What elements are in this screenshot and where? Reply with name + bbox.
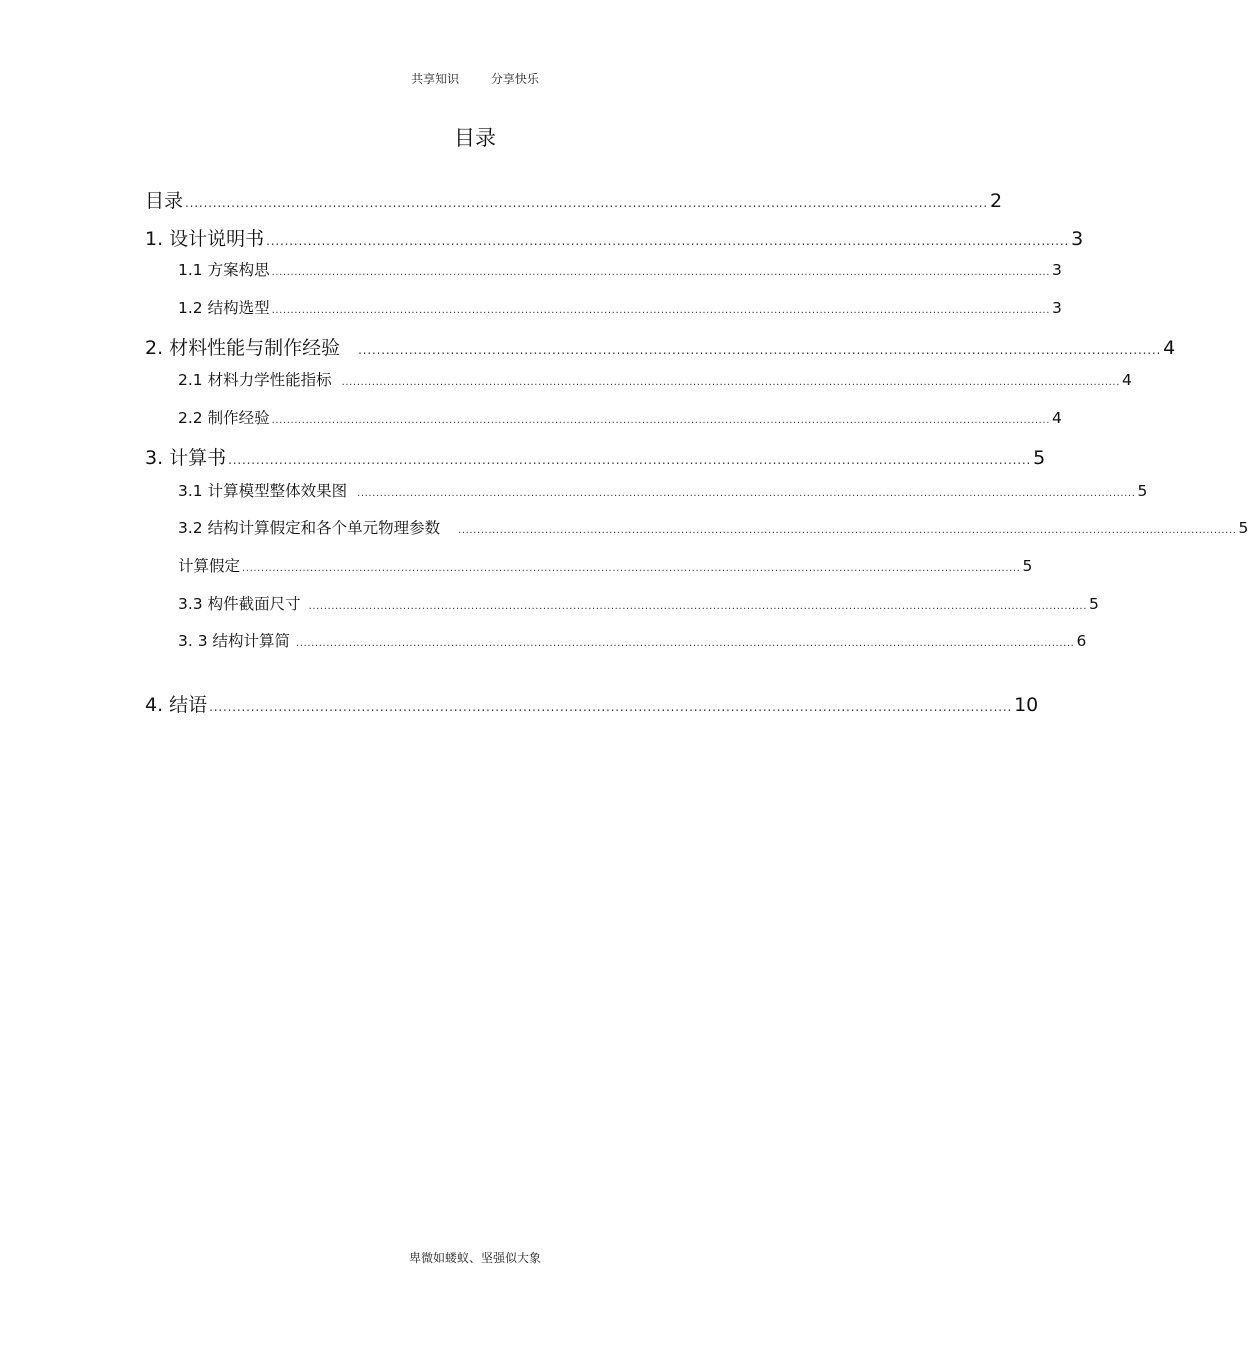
page-footer: 卑微如蝼蚁、坚强似大象 — [408, 1251, 541, 1265]
toc-entry-section-dimensions[interactable] — [178, 592, 1099, 614]
toc-page-number: 4 — [1052, 409, 1062, 427]
toc-entry-contents[interactable] — [145, 186, 1003, 213]
toc-page-number: 3 — [1052, 261, 1062, 279]
toc-page-number: 5 — [1089, 595, 1099, 613]
toc-label: 3. 计算书 — [145, 447, 227, 469]
toc-leader-dots: .............................................................................................................................................................................................................. — [271, 305, 1050, 316]
toc-entry-design-spec[interactable] — [145, 224, 1084, 251]
toc-label: 计算假定 — [178, 557, 241, 575]
toc-entry-materials[interactable] — [145, 333, 1176, 360]
toc-label: 3.2 结构计算假定和各个单元物理参数 — [178, 519, 441, 537]
toc-entry-scheme-concept[interactable] — [178, 258, 1062, 280]
toc-leader-dots: .............................................................................................................................................................................. — [228, 453, 1032, 467]
toc-entry-structure-selection[interactable] — [178, 296, 1062, 318]
toc-label: 2. 材料性能与制作经验 — [145, 337, 341, 359]
toc-leader-dots: .............................................................................................................................................................................. — [209, 700, 1013, 714]
toc-leader-dots: .............................................................................................................................................................................................................. — [271, 267, 1050, 278]
toc-leader-dots: .............................................................................................................................................................................................................. — [308, 601, 1087, 612]
toc-label: 目录 — [145, 190, 184, 212]
toc-page-number: 2 — [989, 190, 1003, 212]
toc-leader-dots: .............................................................................................................................................................................. — [185, 196, 988, 210]
toc-label: 1. 设计说明书 — [145, 228, 265, 250]
toc-page-number: 10 — [1014, 694, 1039, 716]
toc-leader-dots: .............................................................................................................................................................................................................. — [357, 488, 1136, 499]
toc-entry-model-overview[interactable] — [178, 479, 1148, 501]
toc-page-number: 5 — [1137, 482, 1148, 500]
toc-label: 1.1 方案构思 — [178, 261, 270, 279]
toc-page-number: 5 — [1022, 557, 1033, 575]
toc-leader-dots: .............................................................................................................................................................................................................. — [341, 377, 1120, 388]
toc-page-number: 5 — [1033, 447, 1046, 469]
page-title: 目录 — [454, 126, 496, 150]
toc-entry-fabrication[interactable] — [178, 406, 1062, 428]
page-header — [0, 70, 950, 87]
toc-entry-assumptions-parameters[interactable] — [178, 516, 1248, 538]
toc-leader-dots: .............................................................................................................................................................................................................. — [458, 525, 1237, 536]
toc-leader-dots: .............................................................................................................................................................................................................. — [296, 638, 1075, 649]
toc-label: 2.2 制作经验 — [178, 409, 270, 427]
toc-page-number: 4 — [1122, 371, 1132, 389]
toc-label: 3. 3 结构计算简 — [178, 632, 291, 650]
toc-entry-calculation[interactable] — [145, 443, 1046, 470]
toc-leader-dots: .............................................................................................................................................................................................................. — [242, 563, 1021, 574]
header-right-text: 分享快乐 — [490, 72, 539, 86]
toc-label: 4. 结语 — [145, 694, 208, 716]
toc-entry-mechanical-properties[interactable] — [178, 368, 1132, 390]
toc-page-number: 3 — [1071, 228, 1084, 250]
toc-entry-calc-assumptions[interactable] — [178, 554, 1033, 576]
toc-label: 3.1 计算模型整体效果图 — [178, 482, 348, 500]
header-left-text: 共享知识 — [411, 72, 460, 86]
toc-entry-conclusion[interactable] — [145, 690, 1039, 717]
toc-label: 1.2 结构选型 — [178, 299, 270, 317]
toc-entry-calc-diagram[interactable] — [178, 629, 1087, 651]
toc-page-number: 4 — [1163, 337, 1176, 359]
toc-label: 3.3 构件截面尺寸 — [178, 595, 301, 613]
toc-page-number: 3 — [1052, 299, 1062, 317]
toc-leader-dots: .............................................................................................................................................................................................................. — [271, 415, 1050, 426]
toc-page-number: 6 — [1076, 632, 1087, 650]
toc-leader-dots: .............................................................................................................................................................................. — [358, 343, 1162, 357]
toc-page-number: 5 — [1238, 519, 1248, 537]
toc-leader-dots: .............................................................................................................................................................................. — [266, 234, 1070, 248]
toc-label: 2.1 材料力学性能指标 — [178, 371, 332, 389]
